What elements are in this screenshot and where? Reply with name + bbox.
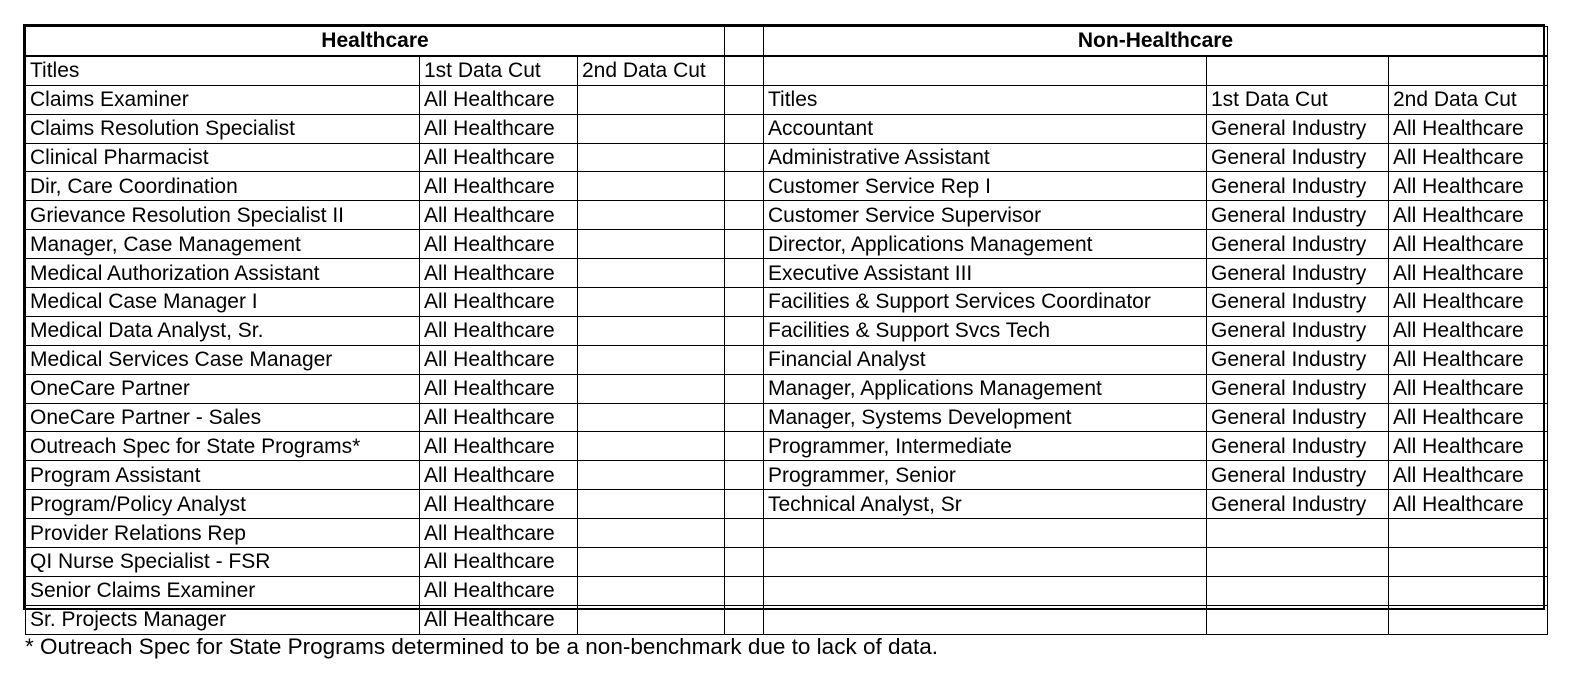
healthcare-cell-title: Program/Policy Analyst: [26, 490, 420, 519]
table-gutter: [725, 230, 764, 259]
non-healthcare-col-header-cut2: 2nd Data Cut: [1389, 85, 1548, 114]
healthcare-cell-cut2: [578, 143, 725, 172]
healthcare-cell-cut2: [578, 403, 725, 432]
table-row: [26, 143, 1548, 172]
non-healthcare-col-header-cut1: 1st Data Cut: [1207, 85, 1389, 114]
non-healthcare-cell-cut1: General Industry: [1207, 143, 1389, 172]
table-row: [26, 519, 1548, 548]
healthcare-cell-title: Claims Resolution Specialist: [26, 114, 420, 143]
healthcare-cell-cut2: [578, 519, 725, 548]
non-healthcare-cell-title: Facilities & Support Svcs Tech: [764, 316, 1207, 345]
table-row: [26, 490, 1548, 519]
non-healthcare-cell-title: Director, Applications Management: [764, 230, 1207, 259]
non-healthcare-cell-title: Facilities & Support Services Coordinator: [764, 288, 1207, 317]
non-healthcare-cell-title: [764, 519, 1207, 548]
healthcare-cell-title: Outreach Spec for State Programs*: [26, 432, 420, 461]
non-healthcare-cell-cut2: All Healthcare: [1389, 490, 1548, 519]
healthcare-cell-cut1: All Healthcare: [420, 432, 578, 461]
healthcare-cell-cut1: All Healthcare: [420, 114, 578, 143]
healthcare-cell-title: Provider Relations Rep: [26, 519, 420, 548]
healthcare-cell-cut2: [578, 114, 725, 143]
table-row: [26, 114, 1548, 143]
healthcare-cell-cut2: [578, 85, 725, 114]
table-gutter: [725, 114, 764, 143]
healthcare-cell-title: Program Assistant: [26, 461, 420, 490]
non-healthcare-cell-cut2: All Healthcare: [1389, 114, 1548, 143]
healthcare-cell-title: Senior Claims Examiner: [26, 576, 420, 605]
non-healthcare-spacer-cell: [764, 56, 1207, 85]
healthcare-cell-title: Dir, Care Coordination: [26, 172, 420, 201]
non-healthcare-cell-title: Manager, Systems Development: [764, 403, 1207, 432]
non-healthcare-section-header: Non-Healthcare: [764, 27, 1548, 56]
non-healthcare-cell-cut1: General Industry: [1207, 374, 1389, 403]
healthcare-col-header-cut1: 1st Data Cut: [420, 56, 578, 85]
non-healthcare-cell-cut1: General Industry: [1207, 490, 1389, 519]
table-gutter: [725, 85, 764, 114]
healthcare-cell-cut1: All Healthcare: [420, 316, 578, 345]
non-healthcare-cell-title: Programmer, Senior: [764, 461, 1207, 490]
table-row: [26, 548, 1548, 577]
healthcare-cell-title: QI Nurse Specialist - FSR: [26, 548, 420, 577]
healthcare-cell-cut1: All Healthcare: [420, 576, 578, 605]
healthcare-cell-cut2: [578, 374, 725, 403]
healthcare-cell-cut2: [578, 605, 725, 634]
non-healthcare-cell-cut2: All Healthcare: [1389, 143, 1548, 172]
non-healthcare-cell-cut1: General Industry: [1207, 432, 1389, 461]
healthcare-cell-cut1: All Healthcare: [420, 288, 578, 317]
healthcare-cell-cut1: All Healthcare: [420, 403, 578, 432]
non-healthcare-col-header-titles: Titles: [764, 85, 1207, 114]
healthcare-col-header-titles: Titles: [26, 56, 420, 85]
non-healthcare-cell-title: Administrative Assistant: [764, 143, 1207, 172]
table-gutter: [725, 519, 764, 548]
healthcare-cell-cut1: All Healthcare: [420, 461, 578, 490]
healthcare-cell-cut1: All Healthcare: [420, 519, 578, 548]
healthcare-cell-cut2: [578, 461, 725, 490]
healthcare-cell-cut2: [578, 345, 725, 374]
healthcare-cell-cut1: All Healthcare: [420, 143, 578, 172]
footnote-text: * Outreach Spec for State Programs determined to be a non-benchmark due to lack of data.: [25, 634, 939, 659]
benchmark-titles-table: [23, 24, 1545, 632]
non-healthcare-cell-title: [764, 605, 1207, 634]
non-healthcare-cell-cut2: All Healthcare: [1389, 345, 1548, 374]
healthcare-cell-cut1: All Healthcare: [420, 172, 578, 201]
table-gutter: [725, 201, 764, 230]
healthcare-cell-cut1: All Healthcare: [420, 605, 578, 634]
healthcare-cell-cut2: [578, 316, 725, 345]
non-healthcare-cell-title: Financial Analyst: [764, 345, 1207, 374]
table-gutter: [725, 432, 764, 461]
non-healthcare-cell-cut2: [1389, 548, 1548, 577]
table-row: [26, 201, 1548, 230]
healthcare-cell-cut2: [578, 288, 725, 317]
table-row: [26, 345, 1548, 374]
table-row: [26, 605, 1548, 634]
table-gutter: [725, 374, 764, 403]
healthcare-cell-cut2: [578, 548, 725, 577]
table-gutter: [725, 345, 764, 374]
healthcare-cell-title: Manager, Case Management: [26, 230, 420, 259]
non-healthcare-cell-cut2: All Healthcare: [1389, 403, 1548, 432]
non-healthcare-cell-cut1: General Industry: [1207, 316, 1389, 345]
healthcare-col-header-cut2: 2nd Data Cut: [578, 56, 725, 85]
non-healthcare-cell-cut1: General Industry: [1207, 461, 1389, 490]
table-row: [26, 374, 1548, 403]
healthcare-cell-cut2: [578, 201, 725, 230]
non-healthcare-cell-cut2: All Healthcare: [1389, 374, 1548, 403]
non-healthcare-cell-title: [764, 548, 1207, 577]
healthcare-cell-cut2: [578, 230, 725, 259]
healthcare-cell-title: Medical Services Case Manager: [26, 345, 420, 374]
non-healthcare-cell-title: Accountant: [764, 114, 1207, 143]
healthcare-cell-title: Medical Case Manager I: [26, 288, 420, 317]
non-healthcare-cell-cut2: All Healthcare: [1389, 316, 1548, 345]
healthcare-cell-cut2: [578, 490, 725, 519]
non-healthcare-cell-title: Manager, Applications Management: [764, 374, 1207, 403]
non-healthcare-cell-cut2: All Healthcare: [1389, 230, 1548, 259]
non-healthcare-cell-cut1: General Industry: [1207, 114, 1389, 143]
healthcare-cell-cut1: All Healthcare: [420, 230, 578, 259]
non-healthcare-cell-title: Customer Service Rep I: [764, 172, 1207, 201]
non-healthcare-cell-cut2: All Healthcare: [1389, 172, 1548, 201]
non-healthcare-cell-cut1: [1207, 519, 1389, 548]
non-healthcare-cell-cut1: General Industry: [1207, 201, 1389, 230]
non-healthcare-cell-title: Executive Assistant III: [764, 259, 1207, 288]
table-row: [26, 230, 1548, 259]
table-gutter: [725, 143, 764, 172]
non-healthcare-cell-cut1: [1207, 576, 1389, 605]
table-gutter: [725, 490, 764, 519]
non-healthcare-cell-cut2: All Healthcare: [1389, 288, 1548, 317]
non-healthcare-cell-cut1: General Industry: [1207, 172, 1389, 201]
table-row: [26, 172, 1548, 201]
table-row: [26, 403, 1548, 432]
healthcare-cell-title: OneCare Partner: [26, 374, 420, 403]
healthcare-cell-title: Clinical Pharmacist: [26, 143, 420, 172]
non-healthcare-cell-cut2: All Healthcare: [1389, 201, 1548, 230]
healthcare-cell-cut2: [578, 259, 725, 288]
healthcare-cell-cut2: [578, 172, 725, 201]
non-healthcare-cell-cut1: [1207, 605, 1389, 634]
table-gutter: [725, 576, 764, 605]
non-healthcare-cell-cut2: [1389, 576, 1548, 605]
table-gutter: [725, 548, 764, 577]
healthcare-cell-cut1: All Healthcare: [420, 490, 578, 519]
non-healthcare-cell-title: Programmer, Intermediate: [764, 432, 1207, 461]
table-gutter: [725, 316, 764, 345]
non-healthcare-spacer-cell: [1207, 56, 1389, 85]
non-healthcare-cell-title: Customer Service Supervisor: [764, 201, 1207, 230]
healthcare-cell-cut1: All Healthcare: [420, 345, 578, 374]
table-row: [26, 259, 1548, 288]
healthcare-cell-cut1: All Healthcare: [420, 85, 578, 114]
non-healthcare-cell-cut2: [1389, 519, 1548, 548]
table-row: [26, 27, 1548, 56]
healthcare-cell-title: Medical Data Analyst, Sr.: [26, 316, 420, 345]
table-row: [26, 461, 1548, 490]
table-row: [26, 56, 1548, 85]
table-gutter: [725, 27, 764, 56]
non-healthcare-cell-cut2: [1389, 605, 1548, 634]
table-gutter: [725, 403, 764, 432]
healthcare-cell-cut1: All Healthcare: [420, 374, 578, 403]
non-healthcare-cell-cut2: All Healthcare: [1389, 432, 1548, 461]
non-healthcare-cell-cut1: General Industry: [1207, 288, 1389, 317]
non-healthcare-cell-cut1: General Industry: [1207, 345, 1389, 374]
healthcare-cell-title: OneCare Partner - Sales: [26, 403, 420, 432]
table-row: [26, 316, 1548, 345]
non-healthcare-cell-cut1: General Industry: [1207, 230, 1389, 259]
non-healthcare-cell-title: [764, 576, 1207, 605]
table-gutter: [725, 172, 764, 201]
table-gutter: [725, 288, 764, 317]
healthcare-cell-cut1: All Healthcare: [420, 201, 578, 230]
healthcare-cell-cut2: [578, 576, 725, 605]
table-gutter: [725, 56, 764, 85]
non-healthcare-cell-cut1: [1207, 548, 1389, 577]
table-gutter: [725, 259, 764, 288]
non-healthcare-cell-cut1: General Industry: [1207, 259, 1389, 288]
healthcare-cell-cut1: All Healthcare: [420, 548, 578, 577]
non-healthcare-cell-cut1: General Industry: [1207, 403, 1389, 432]
table-row: [26, 85, 1548, 114]
table-gutter: [725, 461, 764, 490]
healthcare-cell-title: Grievance Resolution Specialist II: [26, 201, 420, 230]
non-healthcare-cell-cut2: All Healthcare: [1389, 461, 1548, 490]
healthcare-cell-cut2: [578, 432, 725, 461]
table-row: [26, 288, 1548, 317]
table-gutter: [725, 605, 764, 634]
non-healthcare-cell-cut2: All Healthcare: [1389, 259, 1548, 288]
healthcare-cell-title: Medical Authorization Assistant: [26, 259, 420, 288]
non-healthcare-spacer-cell: [1389, 56, 1548, 85]
healthcare-cell-cut1: All Healthcare: [420, 259, 578, 288]
non-healthcare-cell-title: Technical Analyst, Sr: [764, 490, 1207, 519]
table-row: [26, 576, 1548, 605]
healthcare-cell-title: Sr. Projects Manager: [26, 605, 420, 634]
healthcare-cell-title: Claims Examiner: [26, 85, 420, 114]
table-row: [26, 432, 1548, 461]
healthcare-section-header: Healthcare: [26, 27, 725, 56]
grid: [25, 26, 1548, 635]
